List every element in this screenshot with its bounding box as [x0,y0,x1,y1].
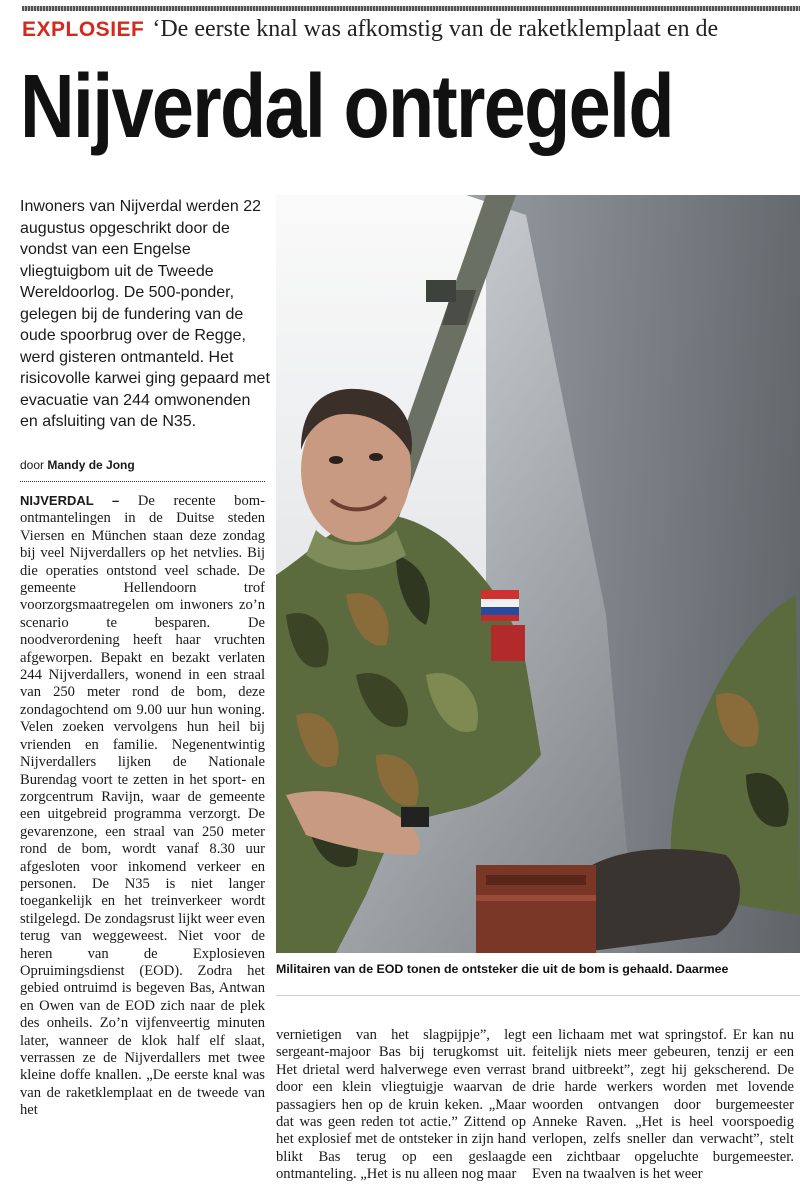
photo-illustration [276,195,800,953]
news-photo [276,195,800,953]
body-column-1-text: De recente bom-ontmantelingen in de Duitse steden Viersen en München staan deze zondag bij veel Nijverdallers op het netvlies. Bij die operaties ontstond veel schade. De gemeente Hellendoorn trof voorzorgsmaatregelen om inwoners zo’n scenario te besparen. De noodverordening heeft haar vruchten afgeworpen. Bepakt en bezakt verlaten 244 Nijverdallers, wonend in een straal van 250 meter rond de bom, deze zondagochtend om 9.00 uur hun woning. Velen zoeken vervolgens hun heil bij vrienden en familie. Negenentwintig Nijverdallers lijken de Nationale Burendag voort te zetten in het sport- en zorgcentrum Ravijn, waar de gemeente een uitgebreid programma verzorgt. De gevarenzone, een straal van 250 meter rond de bom, wordt vanaf 8.30 uur afgesloten voor inkomend verkeer en personen. De N35 is niet langer toegankelijk en het treinverkeer wordt stilgelegd. De zondagsrust lijkt weer even terug van weggeweest. Niet voor de heren van de Explosieven Opruimingsdienst (EOD). Zodra het gebied ontruimd is begeven Bas, Antwan en Owen van de EOD zich naar de plek des onheils. Zo’n vijfenveertig minuten later, wanneer de klok half elf slaat, verrassen ze de Nijverdallers met twee kleine doffe knallen. „De eerste knal was van de raketklemplaat en de tweede van het [20,493,265,1119]
section-kicker: EXPLOSIEF [22,18,145,41]
top-rule [22,6,800,11]
byline-divider [20,481,265,482]
byline-author: Mandy de Jong [47,458,135,472]
body-column-2: vernietigen van het slagpijpje”, legt sergeant-majoor Bas bij terugkomst uit. Het drietal werd halverwege even verrast door een klein vliegtuigje waarvan de passagiers hen op de kruin keken. „Maar dat was geen reden tot actie.” Zittend op het explosief met de ontsteker in zijn hand blikt Bas terug op een geslaagde ontmanteling. „Het is nu alleen nog maar [276,1027,526,1183]
caption-divider [276,995,800,996]
kicker-row [22,16,800,50]
photo-caption: Militairen van de EOD tonen de ontsteker die uit de bom is gehaald. Daarmee [276,962,729,976]
body-column-1 [20,492,265,1120]
kicker-quote: ‘De eerste knal was afkomstig van de raketklemplaat en de [152,16,719,42]
intro-paragraph: Inwoners van Nijverdal werden 22 augustus opgeschrikt door de vondst van een Engelse vliegtuigbom uit de Tweede Wereldoorlog. De 500-ponder, gelegen bij de fundering van de oude spoorbrug over de Regge, werd gisteren ontmanteld. Het risicovolle karwei ging gepaard met evacuatie van 244 omwonenden en afsluiting van de N35. [20,198,270,430]
byline-prefix: door [20,458,45,472]
byline [20,458,265,472]
headline: Nijverdal ontregeld [20,57,673,157]
body-column-3: een lichaam met wat springstof. Er kan nu feitelijk niets meer gebeuren, tenzij er een brand uitbreekt”, zegt hij gekscherend. De drie harde werkers worden met lovende woorden ontvangen door burgemeester Anneke Raven. „Het is heel voorspoedig verlopen, zelfs sneller dan verwacht”, stelt een zichtbaar opgeluchte burgemeester. Even na twaalven is het weer [532,1027,794,1183]
dateline: NIJVERDAL – [20,493,120,508]
